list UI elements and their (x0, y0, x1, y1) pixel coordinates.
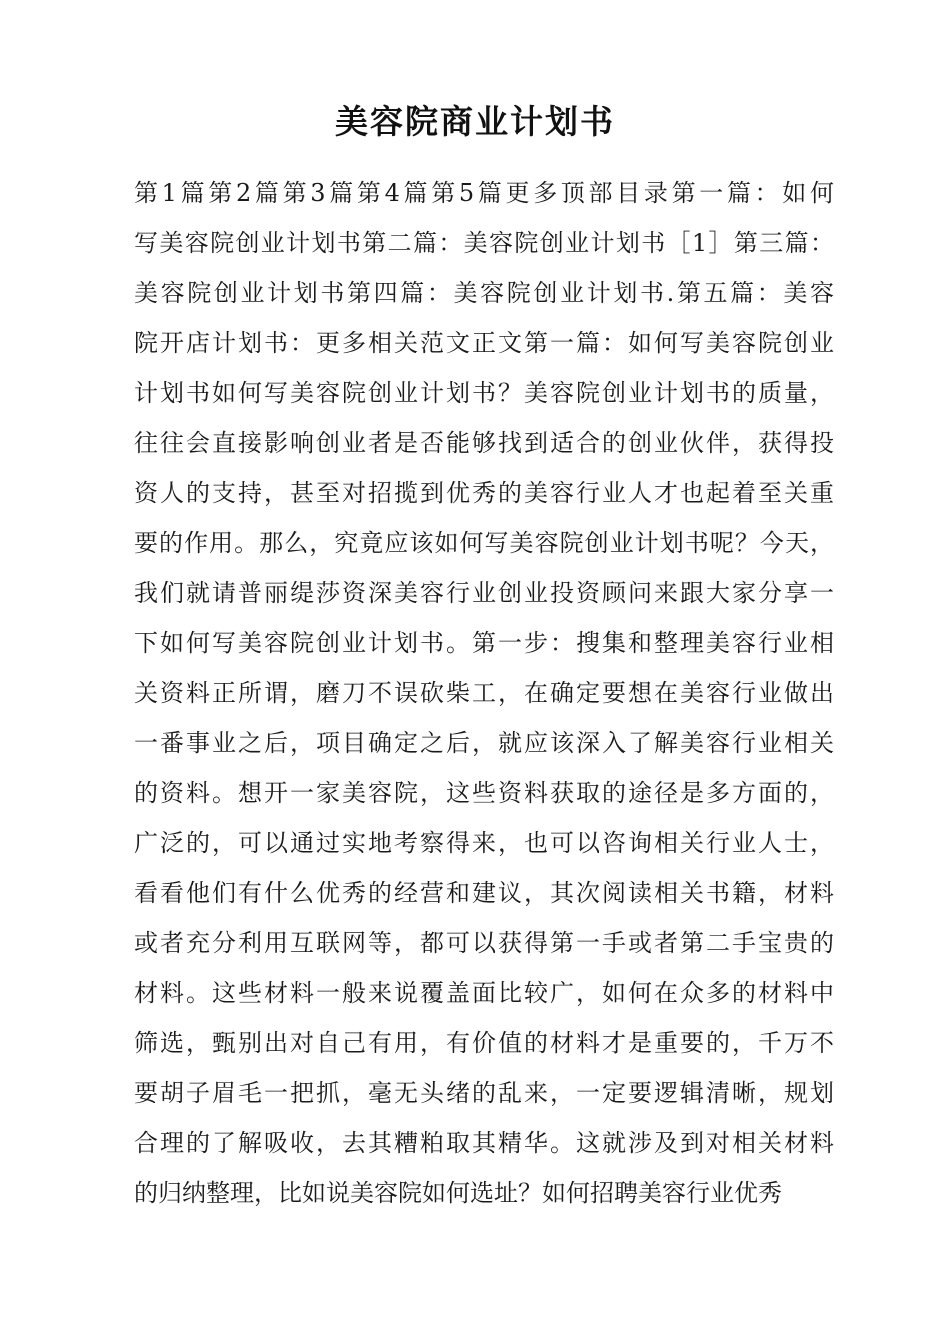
body-line: 要胡子眉毛一把抓，毫无头绪的乱来，一定要逻辑清晰，规划 (134, 1079, 834, 1107)
body-line: 美容院创业计划书第四篇：美容院创业计划书.第五篇：美容 (134, 279, 834, 307)
body-line: 或者充分利用互联网等，都可以获得第一手或者第二手宝贵的 (134, 929, 834, 957)
body-line: 院开店计划书：更多相关范文正文第一篇：如何写美容院创业 (134, 329, 834, 357)
body-line: 资人的支持，甚至对招揽到优秀的美容行业人才也起着至关重 (134, 479, 834, 507)
body-line: 关资料正所谓，磨刀不误砍柴工，在确定要想在美容行业做出 (134, 679, 834, 707)
body-line: 计划书如何写美容院创业计划书？美容院创业计划书的质量， (134, 379, 834, 407)
body-line: 往往会直接影响创业者是否能够找到适合的创业伙伴，获得投 (134, 429, 834, 457)
body-line: 的归纳整理，比如说美容院如何选址？如何招聘美容行业优秀 (134, 1179, 782, 1207)
body-line: 看看他们有什么优秀的经营和建议，其次阅读相关书籍，材料 (134, 879, 834, 907)
body-line: 材料。这些材料一般来说覆盖面比较广，如何在众多的材料中 (134, 979, 834, 1007)
body-line: 筛选，甄别出对自己有用，有价值的材料才是重要的，千万不 (134, 1029, 834, 1057)
body-line: 合理的了解吸收，去其糟粕取其精华。这就涉及到对相关材料 (134, 1129, 834, 1157)
body-line: 的资料。想开一家美容院，这些资料获取的途径是多方面的， (134, 779, 834, 807)
body-line: 我们就请普丽缇莎资深美容行业创业投资顾问来跟大家分享一 (134, 579, 834, 607)
body-line: 要的作用。那么，究竟应该如何写美容院创业计划书呢？今天， (134, 529, 834, 557)
body-line: 一番事业之后，项目确定之后，就应该深入了解美容行业相关 (134, 729, 834, 757)
body-line: 第1篇第2篇第3篇第4篇第5篇更多顶部目录第一篇：如何 (134, 179, 834, 207)
document-body (134, 168, 834, 1218)
body-line: 写美容院创业计划书第二篇：美容院创业计划书［1］第三篇： (134, 229, 834, 257)
body-line: 下如何写美容院创业计划书。第一步：搜集和整理美容行业相 (134, 629, 834, 657)
document-title: 美容院商业计划书 (335, 102, 615, 141)
body-line: 广泛的，可以通过实地考察得来，也可以咨询相关行业人士， (134, 829, 834, 857)
